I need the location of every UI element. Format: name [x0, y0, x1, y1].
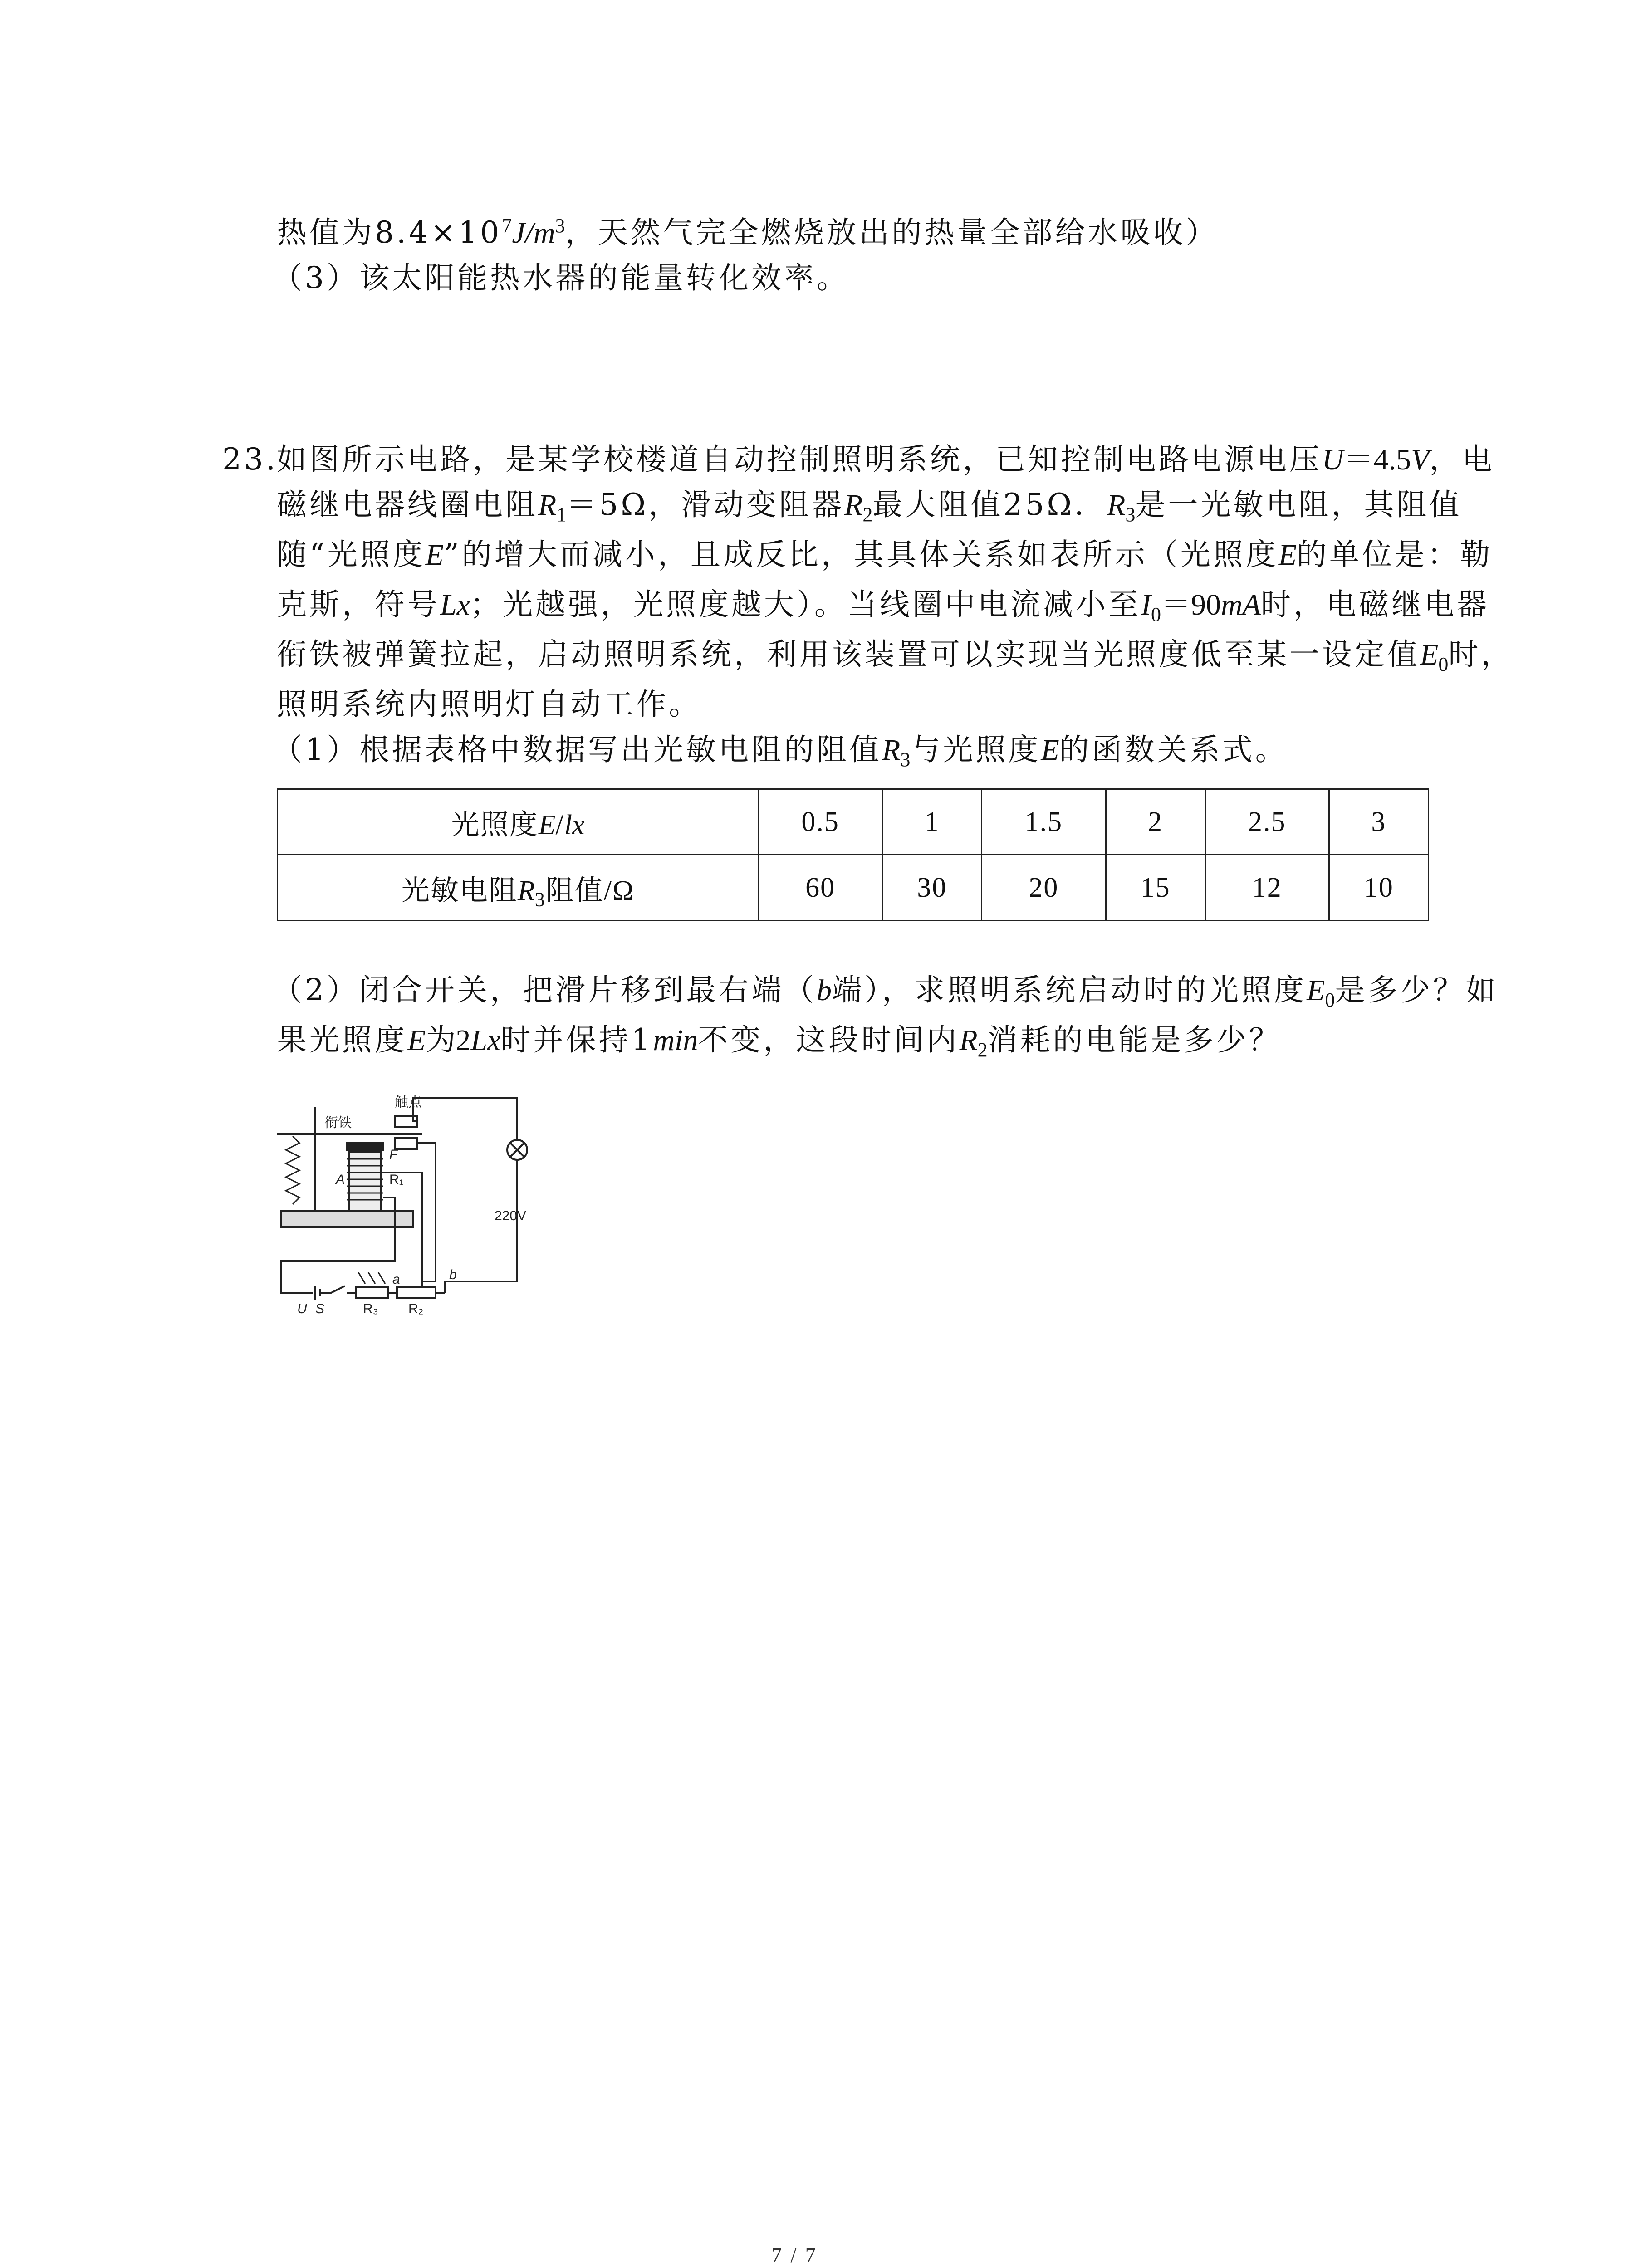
armature-label: 衔铁 — [324, 1115, 352, 1130]
math-span: E — [1041, 733, 1059, 767]
text-span: 时并保持1 — [500, 1022, 653, 1057]
text-span: 的函数关系式。 — [1059, 732, 1288, 767]
math-span: R — [538, 489, 557, 522]
armature — [347, 1143, 383, 1150]
superscript: 7 — [502, 215, 512, 237]
table-row — [278, 789, 1429, 855]
label-b: b — [449, 1267, 457, 1282]
light-arrow — [378, 1272, 385, 1284]
math-span: mA — [1220, 588, 1261, 621]
math-span: U — [1322, 443, 1344, 476]
math-span: E — [538, 809, 556, 841]
math-span: lx — [564, 809, 585, 841]
text-span: 为2 — [426, 1024, 471, 1057]
math-span: E — [407, 1024, 426, 1057]
coil-label-a: A — [336, 1172, 345, 1187]
subscript: 0 — [1438, 653, 1449, 676]
q23-line-4 — [277, 584, 1489, 626]
illuminance-resistance-table — [277, 788, 1429, 921]
q23-part-2-cont — [277, 1020, 1282, 1061]
text-span: 光照度 — [451, 809, 539, 841]
page-number: 7 / 7 — [771, 2244, 818, 2267]
table-cell: 1 — [882, 789, 982, 855]
spring — [286, 1136, 299, 1204]
math-span: E — [1278, 538, 1297, 572]
table-cell: 3 — [1329, 789, 1428, 855]
q23-line-5 — [277, 634, 1514, 675]
math-span: Lx — [470, 1024, 501, 1057]
text-span: 消耗的电能是多少？ — [987, 1022, 1282, 1057]
question-22-part-3: （3）该太阳能热水器的能量转化效率。 — [272, 260, 849, 295]
math-span: R — [1107, 489, 1126, 522]
text-span: 的单位是：勒 — [1297, 537, 1493, 572]
text-span: 果光照度 — [277, 1022, 407, 1057]
text-span: 随“光照度 — [277, 537, 426, 572]
label-r2: R₂ — [408, 1301, 424, 1315]
question-number: 23. — [222, 442, 278, 477]
table-cell: 12 — [1205, 855, 1329, 921]
table-cell: 2.5 — [1205, 789, 1329, 855]
table-cell: 20 — [982, 855, 1106, 921]
table-row-label — [278, 789, 759, 855]
table-row — [278, 855, 1429, 921]
text-span: 热值为8.4×10 — [277, 215, 502, 250]
text-span: ＝4.5 — [1343, 443, 1411, 476]
math-span: E — [425, 538, 444, 572]
text-span: （2）闭合开关，把滑片移到最右端（ — [272, 973, 817, 1007]
text-span: 磁继电器线圈电阻 — [277, 487, 538, 522]
table-cell: 30 — [882, 855, 982, 921]
coil-core — [349, 1152, 381, 1211]
rheostat-r2 — [397, 1287, 436, 1298]
text-span: ；光越强，光照度越大）。当线圈中电流减小至 — [470, 587, 1141, 622]
subscript: 1 — [556, 503, 567, 526]
label-r3: R₃ — [363, 1301, 378, 1315]
table-cell: 2 — [1106, 789, 1205, 855]
math-span: E — [1420, 638, 1439, 671]
text-span: （1）根据表格中数据写出光敏电阻的阻值 — [272, 732, 882, 767]
heat-value-line — [277, 212, 1219, 254]
math-span: R — [517, 875, 535, 906]
text-span: ，电 — [1429, 442, 1495, 477]
table-cell: 60 — [759, 855, 882, 921]
table-cell: 10 — [1329, 855, 1428, 921]
q23-part-2 — [272, 970, 1498, 1011]
text-span: ，天然气完全燃烧放出的热量全部给水吸收） — [565, 215, 1219, 250]
math-span: min — [653, 1024, 698, 1057]
subscript: 2 — [977, 1039, 988, 1061]
q23-line-3 — [277, 534, 1493, 576]
q23-line-1 — [277, 439, 1495, 480]
text-span: 衔铁被弹簧拉起，启动照明系统，利用该装置可以实现当光照度低至某一设定值 — [277, 637, 1420, 672]
lamp-circuit-wire — [413, 1098, 517, 1281]
math-span: Lx — [440, 588, 470, 621]
switch — [320, 1286, 345, 1293]
subscript: 0 — [1151, 603, 1161, 626]
light-arrow — [358, 1272, 365, 1284]
label-s: S — [315, 1301, 325, 1315]
math-span: V — [1411, 443, 1430, 476]
math-span: R — [882, 733, 901, 767]
text-span: 不变，这段时间内 — [698, 1022, 960, 1057]
text-span: / — [555, 809, 564, 841]
math-span: R — [959, 1024, 978, 1057]
text-span: 克斯，符号 — [277, 587, 440, 622]
subscript: 3 — [900, 748, 911, 771]
contact-label: 触点 — [395, 1095, 422, 1110]
text-span: 时， — [1448, 637, 1514, 672]
text-span: 端），求照明系统启动时的光照度 — [832, 973, 1307, 1007]
subscript: 3 — [1125, 503, 1136, 526]
q23-line-2 — [277, 484, 1462, 526]
superscript: 3 — [555, 215, 565, 237]
text-span: ＝90 — [1161, 588, 1221, 621]
subscript: 2 — [862, 503, 873, 526]
text-span: 是多少？如 — [1335, 973, 1499, 1007]
text-span: 如图所示电路，是某学校楼道自动控制照明系统，已知控制电路电源电压 — [277, 442, 1322, 477]
label-a: a — [392, 1272, 400, 1287]
text-span: 阻值/Ω — [545, 875, 635, 906]
relay-circuit-diagram — [272, 1080, 535, 1315]
photoresistor-r3 — [356, 1287, 388, 1298]
voltage-label: 220V — [495, 1208, 527, 1223]
text-span: 与光照度 — [910, 732, 1041, 767]
table-row-label — [278, 855, 759, 921]
q23-line-6: 照明系统内照明灯自动工作。 — [277, 687, 701, 722]
text-span: 时，电磁继电器 — [1260, 587, 1489, 622]
q23-part-1 — [272, 729, 1288, 771]
table-cell: 0.5 — [759, 789, 882, 855]
light-arrow — [368, 1272, 375, 1284]
label-r1: R₁ — [389, 1172, 404, 1187]
label-f: F — [389, 1147, 398, 1162]
subscript: 0 — [1325, 989, 1335, 1012]
label-u: U — [297, 1301, 307, 1315]
lamp-circuit-return — [417, 1143, 436, 1281]
base-platform — [281, 1211, 413, 1227]
math-span: J/m — [512, 216, 555, 249]
math-span: b — [817, 974, 832, 1007]
math-span: I — [1141, 588, 1151, 621]
text-span: 是一光敏电阻，其阻值 — [1135, 487, 1462, 522]
math-span: R — [844, 489, 863, 522]
math-span: E — [1307, 974, 1325, 1007]
table-cell: 15 — [1106, 855, 1205, 921]
table-cell: 1.5 — [982, 789, 1106, 855]
text-span: ＝5Ω，滑动变阻器 — [566, 487, 845, 522]
contact-lower — [395, 1138, 417, 1149]
text-span: 最大阻值25Ω． — [872, 487, 1107, 522]
text-span: 光敏电阻 — [401, 875, 518, 906]
subscript: 3 — [534, 888, 546, 910]
text-span: ”的增大而减小，且成反比，其具体关系如表所示（光照度 — [444, 537, 1279, 572]
